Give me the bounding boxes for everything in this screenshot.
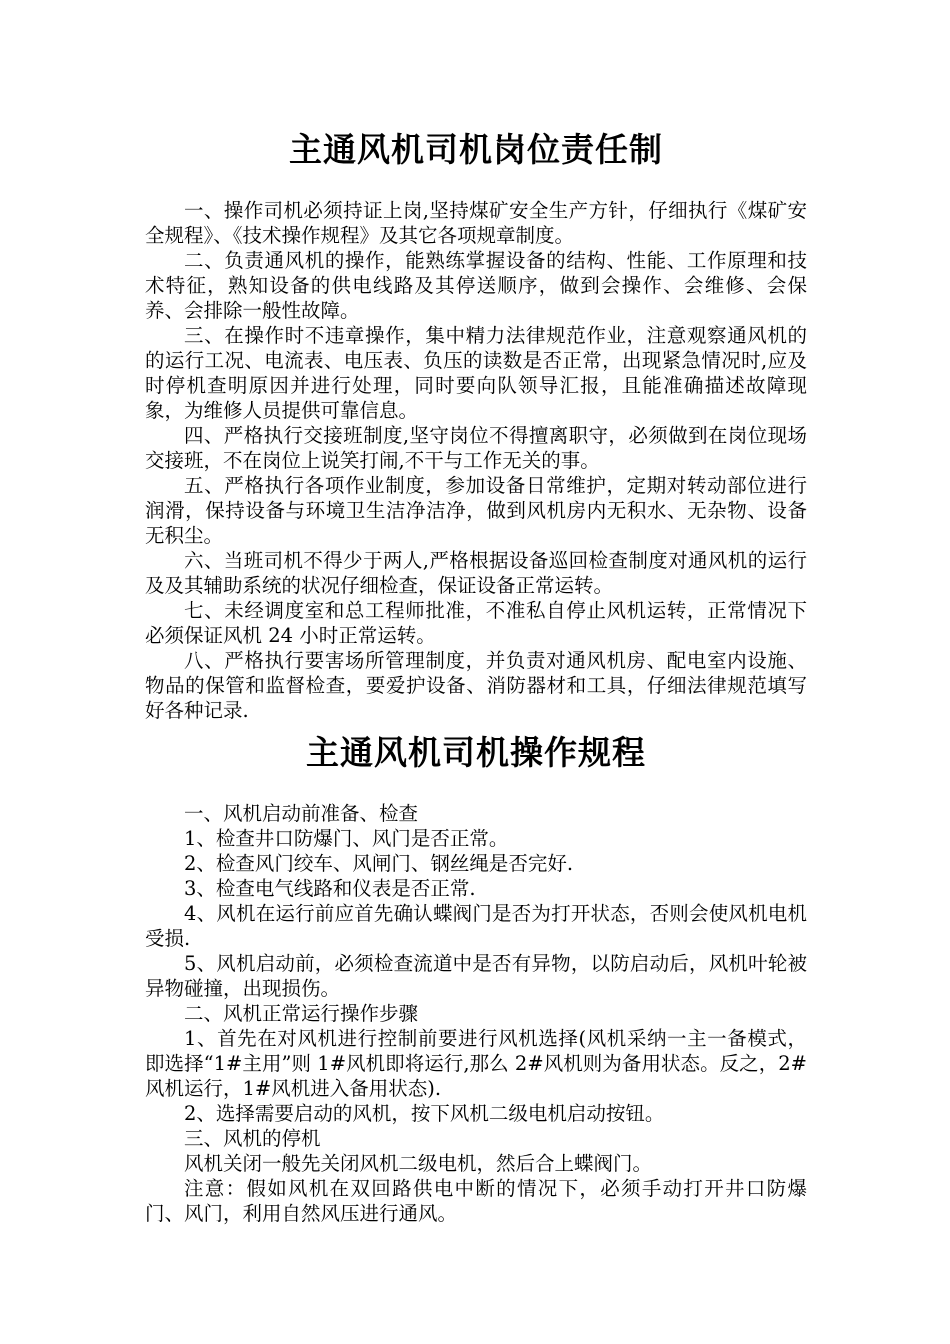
page-title: 主通风机司机岗位责任制: [289, 130, 663, 169]
paragraph: 风机关闭一般先关闭风机二级电机，然后合上蝶阀门。: [184, 1152, 653, 1175]
paragraph: 三、在操作时不违章操作，集中精力法律规范作业，注意观察通风机的的运行工况、电流表、电压表、负压的读数是否正常，出现紧急情况时,应及时停机查明原因并进行处理，同时要向队领导汇报，且能准确描述故障现象，为维修人员提供可靠信息。: [145, 324, 807, 422]
paragraph: 1、检查井口防爆门、风门是否正常。: [184, 827, 509, 850]
paragraph: 二、负责通风机的操作，能熟练掌握设备的结构、性能、工作原理和技术特征，熟知设备的供电线路及其停送顺序，做到会操作、会维修、会保养、会排除一般性故障。: [145, 249, 807, 322]
paragraph: 一、风机启动前准备、检查: [184, 802, 419, 825]
document-page: [145, 0, 807, 1226]
paragraph: 五、严格执行各项作业制度，参加设备日常维护，定期对转动部位进行润滑，保持设备与环境卫生洁净洁净，做到风机房内无积水、无杂物、设备无积尘。: [145, 474, 807, 547]
paragraph: 注意：假如风机在双回路供电中断的情况下，必须手动打开井口防爆门、风门，利用自然风压进行通风。: [145, 1177, 807, 1225]
paragraph: 六、当班司机不得少于两人,严格根据设备巡回检查制度对通风机的运行及及其辅助系统的状况仔细检查，保证设备正常运转。: [145, 549, 807, 597]
operation-section: [145, 801, 807, 1226]
paragraph: 4、风机在运行前应首先确认蝶阀门是否为打开状态，否则会使风机电机受损.: [145, 902, 807, 950]
paragraph: 八、严格执行要害场所管理制度，并负责对通风机房、配电室内设施、物品的保管和监督检查，要爱护设备、消防器材和工具，仔细法律规范填写好各种记录.: [145, 649, 807, 722]
paragraph: 5、风机启动前，必须检查流道中是否有异物，以防启动后，风机叶轮被异物碰撞，出现损伤。: [145, 952, 807, 1000]
paragraph: 七、未经调度室和总工程师批准，不准私自停止风机运转，正常情况下必须保证风机 24 小时正常运转。: [145, 599, 807, 647]
paragraph: 四、严格执行交接班制度,坚守岗位不得擅离职守，必须做到在岗位现场交接班，不在岗位上说笑打闹,不干与工作无关的事。: [145, 424, 807, 472]
paragraph: 2、检查风门绞车、风闸门、钢丝绳是否完好.: [184, 852, 574, 875]
paragraph: 2、选择需要启动的风机，按下风机二级电机启动按钮。: [184, 1102, 665, 1125]
paragraph: 1、首先在对风机进行控制前要进行风机选择(风机采纳一主一备模式，即选择“1#主用”则 1#风机即将运行,那么 2#风机则为备用状态。反之，2#风机运行，1#风机进入备用状态).: [145, 1027, 807, 1100]
paragraph: 三、风机的停机: [184, 1127, 321, 1150]
paragraph: 一、操作司机必须持证上岗,坚持煤矿安全生产方针，仔细执行《煤矿安全规程》、《技术操作规程》及其它各项规章制度。: [145, 199, 807, 247]
section-title: 主通风机司机操作规程: [306, 733, 646, 772]
paragraph: 二、风机正常运行操作步骤: [184, 1002, 419, 1025]
paragraph: 3、检查电气线路和仪表是否正常.: [184, 877, 476, 900]
responsibility-section: [145, 198, 807, 723]
